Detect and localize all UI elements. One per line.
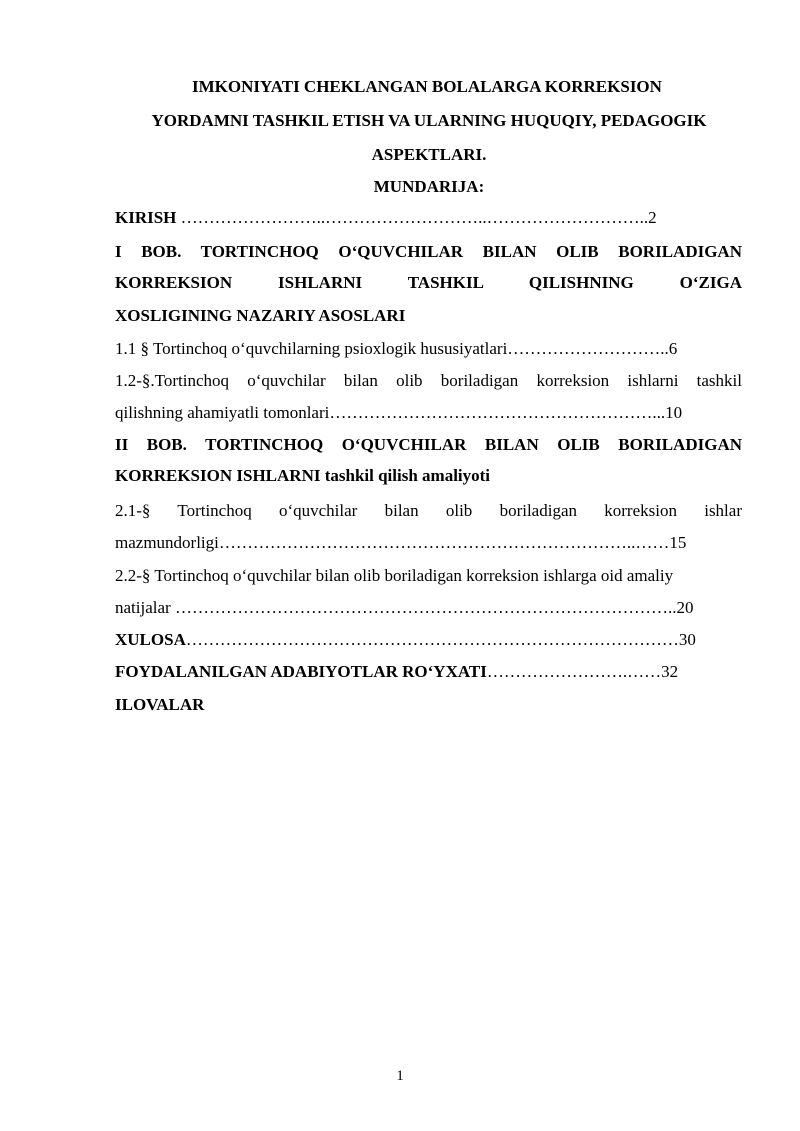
- toc-heading: MUNDARIJA:: [373, 177, 485, 196]
- toc-chapter-2-line-2[interactable]: KORREKSION ISHLARNI tashkil qilish amaliyoti: [115, 466, 491, 485]
- toc-section-2-2-line-1[interactable]: 2.2-§ Tortinchoq o‘quvchilar bilan olib boriladigan korreksion ishlarga oid amaliy: [115, 566, 674, 585]
- toc-entry-xulosa[interactable]: [115, 629, 742, 651]
- toc-entry-leader: ……………………..………………………..………………………..2: [176, 208, 657, 227]
- toc-chapter-1-line-1[interactable]: I BOB. TORTINCHOQ O‘QUVCHILAR BILAN OLIB BORILADIGAN: [115, 242, 742, 261]
- toc-section-1-2-line-1[interactable]: 1.2-§.Tortinchoq o‘quvchilar bilan olib boriladigan korreksion ishlarni tashkil: [115, 371, 742, 390]
- toc-chapter-2-line-1[interactable]: II BOB. TORTINCHOQ O‘QUVCHILAR BILAN OLIB BORILADIGAN: [115, 435, 742, 454]
- title-line-3: ASPEKTLARI.: [371, 145, 487, 164]
- toc-section-2-1-line-2[interactable]: mazmundorligi………………………………………………………………..……15: [115, 533, 687, 552]
- title-line-1: IMKONIYATI CHEKLANGAN BOLALARGA KORREKSION: [192, 77, 662, 96]
- toc-section-2-1-line-1[interactable]: 2.1-§ Tortinchoq o‘quvchilar bilan olib boriladigan korreksion ishlar: [115, 501, 742, 520]
- toc-entry-kirish[interactable]: [115, 207, 742, 229]
- toc-entry-label: FOYDALANILGAN ADABIYOTLAR RO‘YXATI: [115, 662, 487, 681]
- toc-chapter-1-line-3[interactable]: XOSLIGINING NAZARIY ASOSLARI: [115, 306, 406, 325]
- title-line-2: YORDAMNI TASHKIL ETISH VA ULARNING HUQUQIY, PEDAGOGIK: [151, 111, 707, 130]
- toc-entry-appendices[interactable]: ILOVALAR: [115, 695, 205, 714]
- toc-entry-leader: …………………….……32: [486, 662, 679, 681]
- toc-section-1-1[interactable]: 1.1 § Tortinchoq o‘quvchilarning psioxlogik hususiyatlari………………………..6: [115, 339, 678, 358]
- toc-entry-label: XULOSA: [115, 630, 186, 649]
- toc-section-2-2-line-2[interactable]: natijalar ……………………………………………………………………………..20: [115, 598, 694, 617]
- page-number: 1: [396, 1068, 404, 1084]
- toc-entry-leader: ……………………………………………………………………………30: [185, 630, 696, 649]
- toc-chapter-1-line-2[interactable]: KORREKSION ISHLARNI TASHKIL QILISHNING O‘ZIGA: [115, 273, 742, 292]
- toc-section-1-2-line-2[interactable]: qilishning ahamiyatli tomonlari…………………………………………………...10: [115, 403, 683, 422]
- toc-entry-references[interactable]: [115, 661, 742, 683]
- toc-entry-label: KIRISH: [115, 208, 177, 227]
